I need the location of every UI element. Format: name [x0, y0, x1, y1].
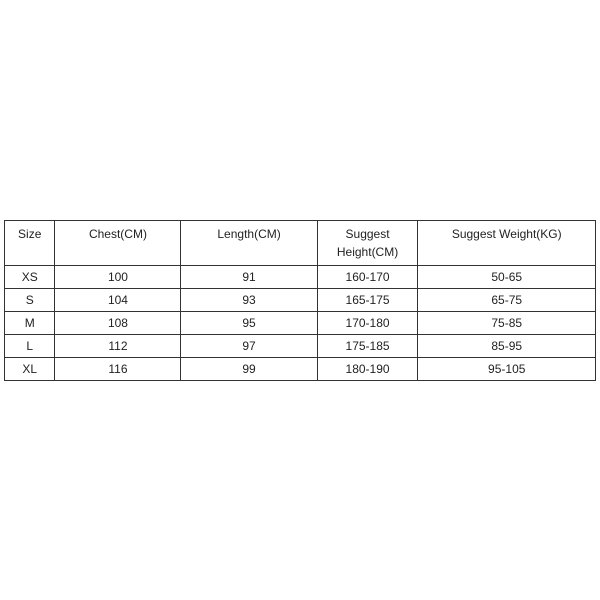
cell-chest: 104 — [55, 289, 181, 312]
header-suggest-height: Suggest Height(CM) — [317, 221, 418, 266]
cell-size: XL — [5, 358, 55, 381]
cell-length: 97 — [181, 335, 317, 358]
header-row — [5, 221, 596, 266]
cell-length: 99 — [181, 358, 317, 381]
cell-suggest-weight: 95-105 — [418, 358, 596, 381]
cell-suggest-height: 165-175 — [317, 289, 418, 312]
header-size: Size — [5, 221, 55, 266]
cell-chest: 116 — [55, 358, 181, 381]
cell-size: M — [5, 312, 55, 335]
cell-length: 91 — [181, 266, 317, 289]
size-chart-body — [5, 266, 596, 381]
cell-size: S — [5, 289, 55, 312]
cell-chest: 108 — [55, 312, 181, 335]
cell-chest: 112 — [55, 335, 181, 358]
cell-suggest-weight: 85-95 — [418, 335, 596, 358]
size-chart-header — [5, 221, 596, 266]
cell-suggest-height: 170-180 — [317, 312, 418, 335]
cell-suggest-weight: 65-75 — [418, 289, 596, 312]
header-length: Length(CM) — [181, 221, 317, 266]
cell-length: 93 — [181, 289, 317, 312]
size-chart-table — [4, 220, 596, 381]
table-row — [5, 312, 596, 335]
cell-size: XS — [5, 266, 55, 289]
header-chest: Chest(CM) — [55, 221, 181, 266]
cell-length: 95 — [181, 312, 317, 335]
cell-size: L — [5, 335, 55, 358]
cell-suggest-height: 180-190 — [317, 358, 418, 381]
table-row — [5, 358, 596, 381]
cell-suggest-height: 175-185 — [317, 335, 418, 358]
table-row — [5, 335, 596, 358]
cell-suggest-weight: 50-65 — [418, 266, 596, 289]
table-row — [5, 289, 596, 312]
cell-suggest-height: 160-170 — [317, 266, 418, 289]
table-row — [5, 266, 596, 289]
cell-chest: 100 — [55, 266, 181, 289]
cell-suggest-weight: 75-85 — [418, 312, 596, 335]
header-suggest-weight: Suggest Weight(KG) — [418, 221, 596, 266]
